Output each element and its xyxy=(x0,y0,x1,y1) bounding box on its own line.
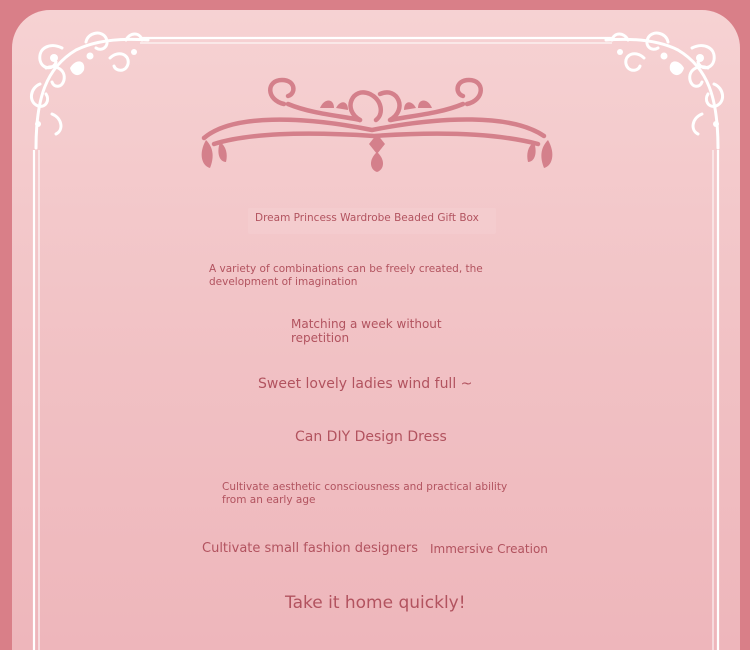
feature-diy: Can DIY Design Dress xyxy=(295,429,447,445)
feature-aesthetic: Cultivate aesthetic consciousness and practical ability from an early age xyxy=(222,481,508,506)
corner-flourish-top-right-icon xyxy=(598,28,728,158)
page-card xyxy=(12,10,740,650)
feature-combinations: A variety of combinations can be freely created, the development of imagination xyxy=(209,263,483,288)
center-ornament-icon xyxy=(192,74,562,174)
take-home-slogan: Take it home quickly! xyxy=(285,593,466,613)
feature-sweet: Sweet lovely ladies wind full ~ xyxy=(258,376,473,392)
feature-designers: Cultivate small fashion designers xyxy=(202,541,419,556)
feature-immersive: Immersive Creation xyxy=(430,542,548,556)
product-title: Dream Princess Wardrobe Beaded Gift Box xyxy=(255,212,479,224)
feature-matching: Matching a week without repetition xyxy=(291,317,442,346)
corner-flourish-top-left-icon xyxy=(26,28,156,158)
